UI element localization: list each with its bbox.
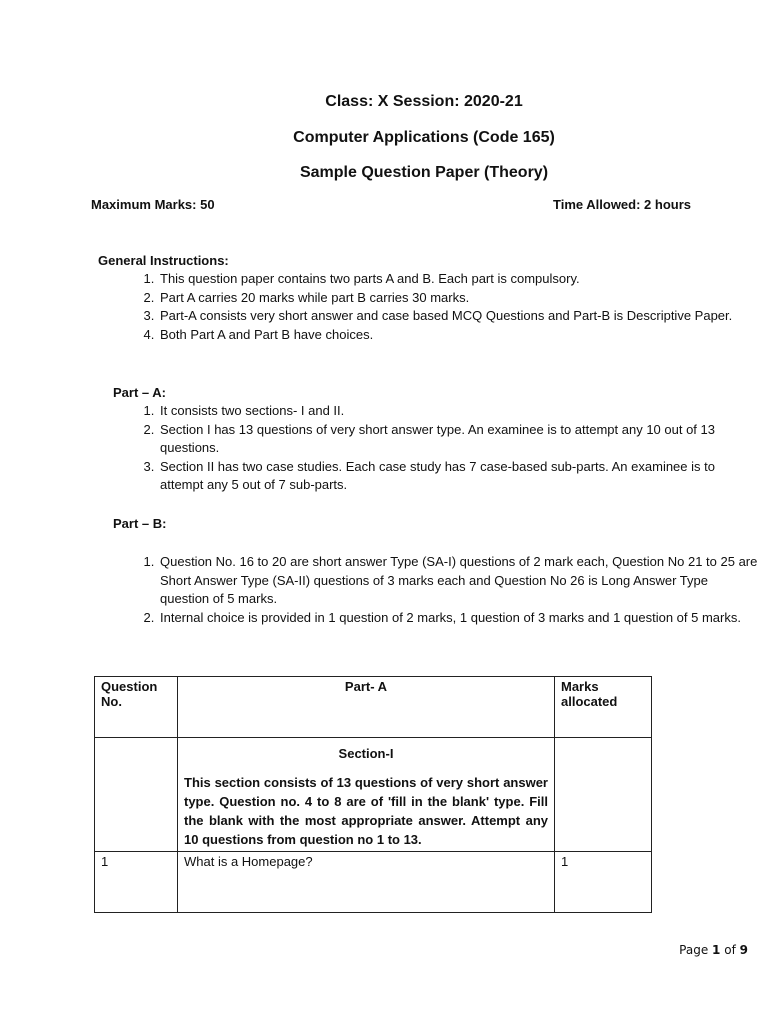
question-no-header: Question No.: [95, 677, 178, 738]
section-row-qno: [95, 738, 178, 852]
page-total: 9: [739, 943, 748, 957]
list-item: 1. It consists two sections- I and II.: [158, 402, 760, 421]
part-b-heading: Part – B:: [113, 516, 167, 531]
section-row: [95, 738, 652, 852]
page-footer: [679, 943, 748, 957]
maximum-marks: Maximum Marks: 50: [91, 197, 215, 212]
part-a-heading: Part – A:: [113, 385, 166, 400]
section-note: This section consists of 13 questions of very short answer type. Question no. 4 to 8 are of 'fill in the blank' type. Fill the blank with the most appropriate answer. Attempt any 10 questions from question no 1 to 13.: [184, 775, 548, 847]
section-cell: [178, 738, 555, 852]
general-instructions-list: [135, 270, 760, 344]
page-number: 1: [712, 943, 721, 957]
marks-allocated-header: Marks allocated: [555, 677, 652, 738]
list-item: 2. Section I has 13 questions of very short answer type. An examinee is to attempt any 10 out of 13 questions.: [158, 421, 760, 458]
question-text: What is a Homepage?: [178, 852, 555, 913]
list-item: 1. Question No. 16 to 20 are short answer Type (SA-I) questions of 2 mark each, Question No 21 to 25 are Short Answer Type (SA-II) questions of 3 marks each and Question No 26 is Long Answer Type question of 5 marks.: [158, 553, 760, 609]
time-allowed: Time Allowed: 2 hours: [553, 197, 691, 212]
table-row: [95, 852, 652, 913]
list-item: 3. Section II has two case studies. Each case study has 7 case-based sub-parts. An examinee is to attempt any 5 out of 7 sub-parts.: [158, 458, 760, 495]
list-item: 3. Part-A consists very short answer and case based MCQ Questions and Part-B is Descriptive Paper.: [158, 307, 760, 326]
question-marks: 1: [555, 852, 652, 913]
of-word: of: [724, 943, 736, 957]
question-table: [94, 676, 652, 913]
exam-class-session: Class: X Session: 2020-21: [325, 93, 523, 110]
list-item: 4. Both Part A and Part B have choices.: [158, 326, 760, 345]
page-word: Page: [679, 943, 709, 957]
part-b-list: [135, 553, 760, 627]
part-a-list: [135, 402, 760, 495]
general-instructions-heading: General Instructions:: [98, 253, 229, 268]
question-number: 1: [95, 852, 178, 913]
list-item: 2. Internal choice is provided in 1 question of 2 marks, 1 question of 3 marks and 1 question of 5 marks.: [158, 609, 760, 628]
table-header-row: [95, 677, 652, 738]
list-item: 2. Part A carries 20 marks while part B carries 30 marks.: [158, 289, 760, 308]
exam-subject: Computer Applications (Code 165): [293, 129, 555, 146]
section-row-marks: [555, 738, 652, 852]
exam-paper-type: Sample Question Paper (Theory): [299, 164, 549, 181]
list-item: 1. This question paper contains two parts A and B. Each part is compulsory.: [158, 270, 760, 289]
part-a-header: Part- A: [178, 677, 555, 738]
section-title: Section-I: [338, 746, 394, 761]
